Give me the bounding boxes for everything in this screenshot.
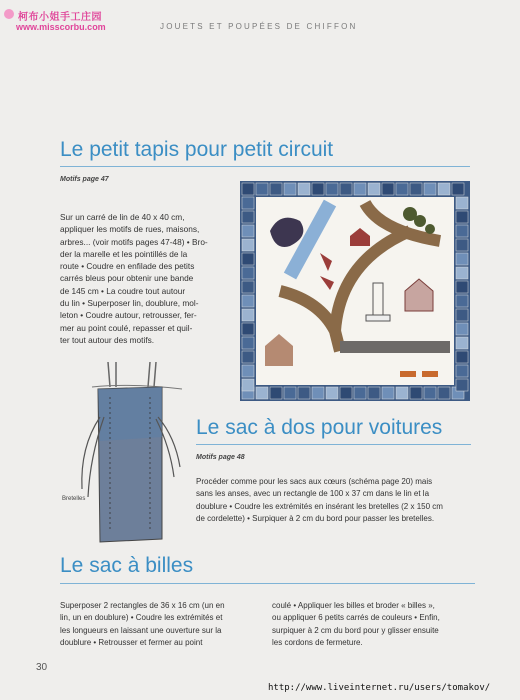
rug-border-square bbox=[326, 183, 338, 195]
backpack-illustration bbox=[70, 357, 190, 552]
rug-border-square bbox=[242, 281, 254, 293]
rug-border-square bbox=[410, 183, 422, 195]
rug-border-square bbox=[242, 337, 254, 349]
section1-title: Le petit tapis pour petit circuit bbox=[60, 138, 334, 161]
rug-border-square bbox=[396, 387, 408, 399]
text-line: appliquer les motifs de rues, maisons, bbox=[60, 224, 200, 235]
rug-border-square bbox=[242, 267, 254, 279]
text-line: doublure • Coudre les extrémités en insérant les bretelles (2 x 150 cm bbox=[196, 501, 443, 511]
rug-border-square bbox=[456, 309, 468, 321]
section2-rule bbox=[196, 444, 471, 445]
text-line: Procéder comme pour les sacs aux cœurs (schéma page 20) mais bbox=[196, 477, 433, 486]
text-line: les longueurs en laissant une ouverture sur la bbox=[60, 625, 222, 635]
rug-border-square bbox=[312, 387, 324, 399]
rug-border-square bbox=[368, 387, 380, 399]
rug-border-square bbox=[456, 267, 468, 279]
watermark-badge-icon bbox=[4, 9, 14, 19]
running-head: JOUETS ET POUPÉES DE CHIFFON bbox=[160, 22, 358, 31]
section2-body bbox=[196, 476, 480, 525]
rug-border-square bbox=[456, 225, 468, 237]
rug-border-square bbox=[242, 323, 254, 335]
rug-border-square bbox=[452, 183, 464, 195]
page-number: 30 bbox=[36, 662, 48, 673]
text-line: arbres... (voir motifs pages 47-48) • Bro- bbox=[60, 236, 208, 247]
rug-border-square bbox=[382, 183, 394, 195]
rug-border-square bbox=[270, 387, 282, 399]
text-line: ou appliquer 6 petits carrés de couleurs • Enfin, bbox=[272, 613, 440, 623]
rug-illustration bbox=[240, 181, 470, 401]
rug-border-square bbox=[456, 351, 468, 363]
section1-body bbox=[60, 211, 230, 346]
rug-border-square bbox=[424, 387, 436, 399]
rug-border-square bbox=[312, 183, 324, 195]
rug-border-square bbox=[456, 239, 468, 251]
rug-border-square bbox=[456, 295, 468, 307]
rug-border-square bbox=[438, 183, 450, 195]
rug-border-square bbox=[242, 351, 254, 363]
text-line: de cordelette) • Surpiquer à 2 cm du bord pour passer les bretelles. bbox=[196, 513, 435, 523]
rug-border-square bbox=[456, 365, 468, 377]
rug-border-square bbox=[256, 387, 268, 399]
text-line: sans les anses, avec un rectangle de 100 x 37 cm dans le lin et la bbox=[196, 489, 430, 499]
section3-col2 bbox=[272, 600, 477, 649]
text-line: leton • Coudre autour, retrousser, fer- bbox=[60, 310, 197, 321]
rug-border-square bbox=[354, 183, 366, 195]
rug-border-square bbox=[340, 183, 352, 195]
rug-border-square bbox=[410, 387, 422, 399]
rug-border-square bbox=[242, 365, 254, 377]
text-line: mer au point coulé, repasser et quil- bbox=[60, 322, 193, 333]
text-line: surpiquer à 2 cm du bord pour y glisser ensuite bbox=[272, 625, 439, 635]
text-line: ter tout autour des motifs. bbox=[60, 334, 155, 345]
rug-border-square bbox=[456, 337, 468, 349]
section1-rule bbox=[60, 166, 470, 167]
rug-border-square bbox=[456, 197, 468, 209]
rug-border-square bbox=[242, 211, 254, 223]
text-line: der la marelle et les pointillés de la bbox=[60, 248, 188, 259]
text-line: route • Coudre en enfilade des petits bbox=[60, 261, 195, 272]
rug-border-square bbox=[354, 387, 366, 399]
rug-border-square bbox=[242, 183, 254, 195]
rug-border-square bbox=[424, 183, 436, 195]
text-line: Superposer 2 rectangles de 36 x 16 cm (un en bbox=[60, 601, 225, 610]
rug-border-square bbox=[284, 183, 296, 195]
section3-title: Le sac à billes bbox=[60, 554, 194, 577]
text-line: du lin • Superposer lin, doublure, mol- bbox=[60, 298, 199, 309]
rug-border-square bbox=[438, 387, 450, 399]
rug-border-square bbox=[456, 253, 468, 265]
rug-border-square bbox=[368, 183, 380, 195]
text-line: coulé • Appliquer les billes et broder « billes », bbox=[272, 601, 435, 610]
rug-border-square bbox=[242, 309, 254, 321]
rug-border-square bbox=[456, 211, 468, 223]
rug-border-square bbox=[256, 183, 268, 195]
rug-border-square bbox=[456, 379, 468, 391]
rug-border-square bbox=[396, 183, 408, 195]
rug-border-square bbox=[456, 323, 468, 335]
footer-url: http://www.liveinternet.ru/users/tomakov/ bbox=[268, 683, 491, 693]
section2-motifs-ref: Motifs page 48 bbox=[196, 454, 245, 461]
text-line: lin, un en doublure) • Coudre les extrémités et bbox=[60, 613, 223, 623]
watermark-title: 柯布小姐手工庄园 bbox=[18, 12, 102, 23]
rug-border-square bbox=[242, 253, 254, 265]
rug-border-square bbox=[242, 295, 254, 307]
rug-border-square bbox=[340, 387, 352, 399]
section3-rule bbox=[60, 583, 475, 584]
text-line: Sur un carré de lin de 40 x 40 cm, bbox=[60, 212, 185, 222]
section2-title: Le sac à dos pour voitures bbox=[196, 416, 443, 439]
bretelles-label: Bretelles bbox=[62, 496, 86, 502]
text-line: doublure • Retrousser et fermer au point bbox=[60, 637, 203, 647]
rug-border-square bbox=[298, 387, 310, 399]
rug-border-square bbox=[242, 379, 254, 391]
text-line: les cordons de fermeture. bbox=[272, 637, 363, 647]
rug-border-square bbox=[298, 183, 310, 195]
section1-motifs-ref: Motifs page 47 bbox=[60, 176, 109, 183]
rug-border-square bbox=[242, 225, 254, 237]
text-line: de 145 cm • La coudre tout autour bbox=[60, 285, 186, 296]
rug-border-square bbox=[284, 387, 296, 399]
rug-border-square bbox=[456, 281, 468, 293]
rug-border-square bbox=[382, 387, 394, 399]
watermark-url: www.misscorbu.com bbox=[16, 22, 106, 32]
rug-border-square bbox=[242, 197, 254, 209]
section3-col1 bbox=[60, 600, 260, 649]
rug-border-square bbox=[242, 239, 254, 251]
text-line: carrés bleus pour obtenir une bande bbox=[60, 273, 194, 284]
rug-border-square bbox=[326, 387, 338, 399]
rug-border-square bbox=[270, 183, 282, 195]
